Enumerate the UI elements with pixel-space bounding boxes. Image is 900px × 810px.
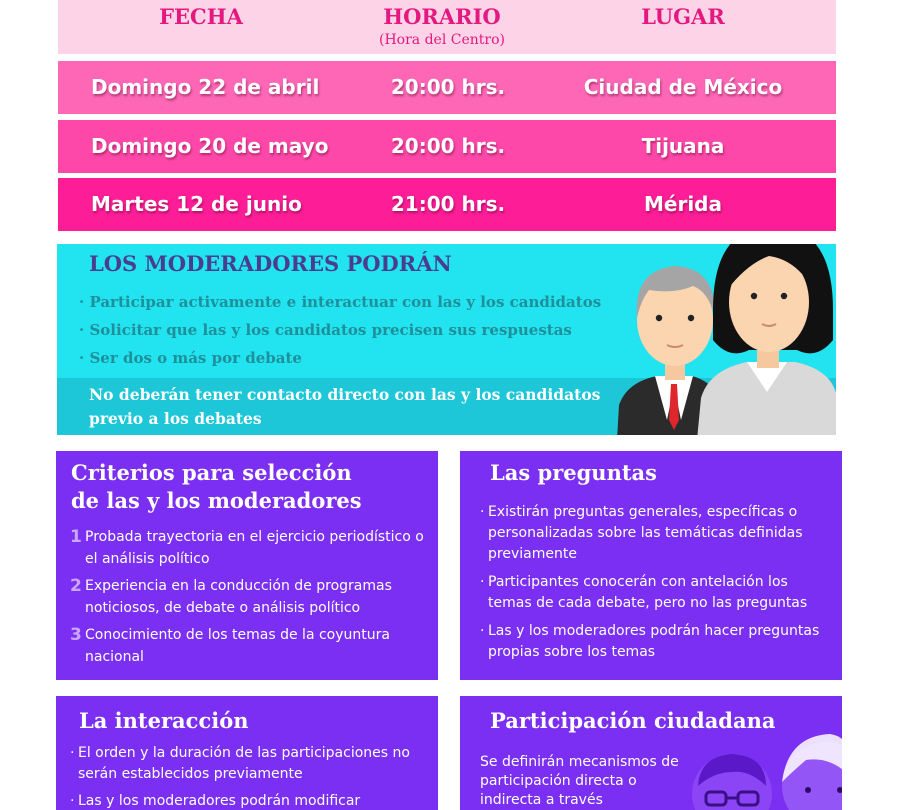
list-item — [70, 625, 437, 668]
header-time-sub: (Hora del Centro) — [379, 32, 505, 48]
criteria-list — [70, 527, 437, 674]
item-text: Experiencia en la conducción de programas noticiosos, de debate o análisis político — [85, 578, 392, 616]
list-item: · El orden y la duración de las participaciones no serán establecidos previamente — [70, 743, 430, 785]
list-item: · Participantes conocerán con antelación los temas de cada debate, pero no las preguntas — [480, 572, 830, 614]
schedule-header — [58, 0, 836, 54]
item-text: Conocimiento de los temas de la coyuntura nacional — [85, 627, 390, 665]
row-place: Tijuana — [641, 134, 725, 158]
list-item: · Ser dos o más por debate — [79, 344, 601, 372]
row-time: 21:00 hrs. — [390, 192, 506, 216]
item-number: 1 — [70, 527, 82, 547]
questions-card — [460, 451, 842, 680]
criteria-title-line2: de las y los moderadores — [71, 488, 362, 513]
item-number: 2 — [70, 576, 82, 596]
row-time: 20:00 hrs. — [390, 75, 506, 99]
item-text: Probada trayectoria en el ejercicio periodístico o el análisis político — [85, 529, 424, 567]
list-item: · Existirán preguntas generales, específicas o personalizadas sobre las temáticas definidas previamente — [480, 502, 830, 565]
citizen-text: Se definirán mecanismos de participación directa o indirecta a través — [480, 754, 679, 808]
questions-title: Las preguntas — [490, 460, 657, 485]
citizen-card — [460, 696, 842, 810]
moderators-note: No deberán tener contacto directo con las y los candidatos previo a los debates — [89, 385, 601, 428]
interaction-title: La interacción — [79, 708, 249, 733]
schedule-row — [58, 178, 836, 231]
people-illustration-icon — [680, 716, 842, 810]
list-item: · Solicitar que las y los candidatos precisen sus respuestas — [79, 316, 601, 344]
citizen-title: Participación ciudadana — [490, 708, 776, 733]
woman-illustration-icon — [697, 244, 836, 435]
header-time — [352, 2, 532, 48]
moderators-title: LOS MODERADORES PODRÁN — [89, 251, 452, 276]
list-item: · Participar activamente e interactuar con las y los candidatos — [79, 288, 601, 316]
list-item — [70, 527, 437, 570]
moderators-panel — [57, 244, 836, 435]
row-date: Domingo 22 de abril — [91, 75, 320, 99]
header-date-label: FECHA — [159, 4, 243, 29]
interaction-card — [56, 696, 438, 810]
list-item: · Las y los moderadores podrán hacer preguntas propias sobre los temas — [480, 621, 830, 663]
header-place — [603, 2, 763, 32]
list-item: · Las y los moderadores podrán modificar — [70, 791, 430, 810]
criteria-card — [56, 451, 438, 680]
people-illustration — [597, 244, 836, 435]
schedule-row — [58, 61, 836, 114]
moderators-list — [79, 288, 601, 372]
criteria-title-line1: Criterios para selección — [71, 460, 352, 485]
list-item — [70, 576, 437, 619]
row-date: Martes 12 de junio — [91, 192, 302, 216]
schedule-row — [58, 120, 836, 173]
header-time-label: HORARIO — [383, 4, 501, 29]
questions-list — [480, 502, 830, 663]
item-number: 3 — [70, 625, 82, 645]
row-place: Ciudad de México — [583, 75, 783, 99]
row-date: Domingo 20 de mayo — [91, 134, 329, 158]
interaction-list — [70, 743, 430, 810]
header-place-label: LUGAR — [641, 4, 725, 29]
row-time: 20:00 hrs. — [390, 134, 506, 158]
row-place: Mérida — [644, 192, 722, 216]
header-date — [121, 2, 281, 32]
